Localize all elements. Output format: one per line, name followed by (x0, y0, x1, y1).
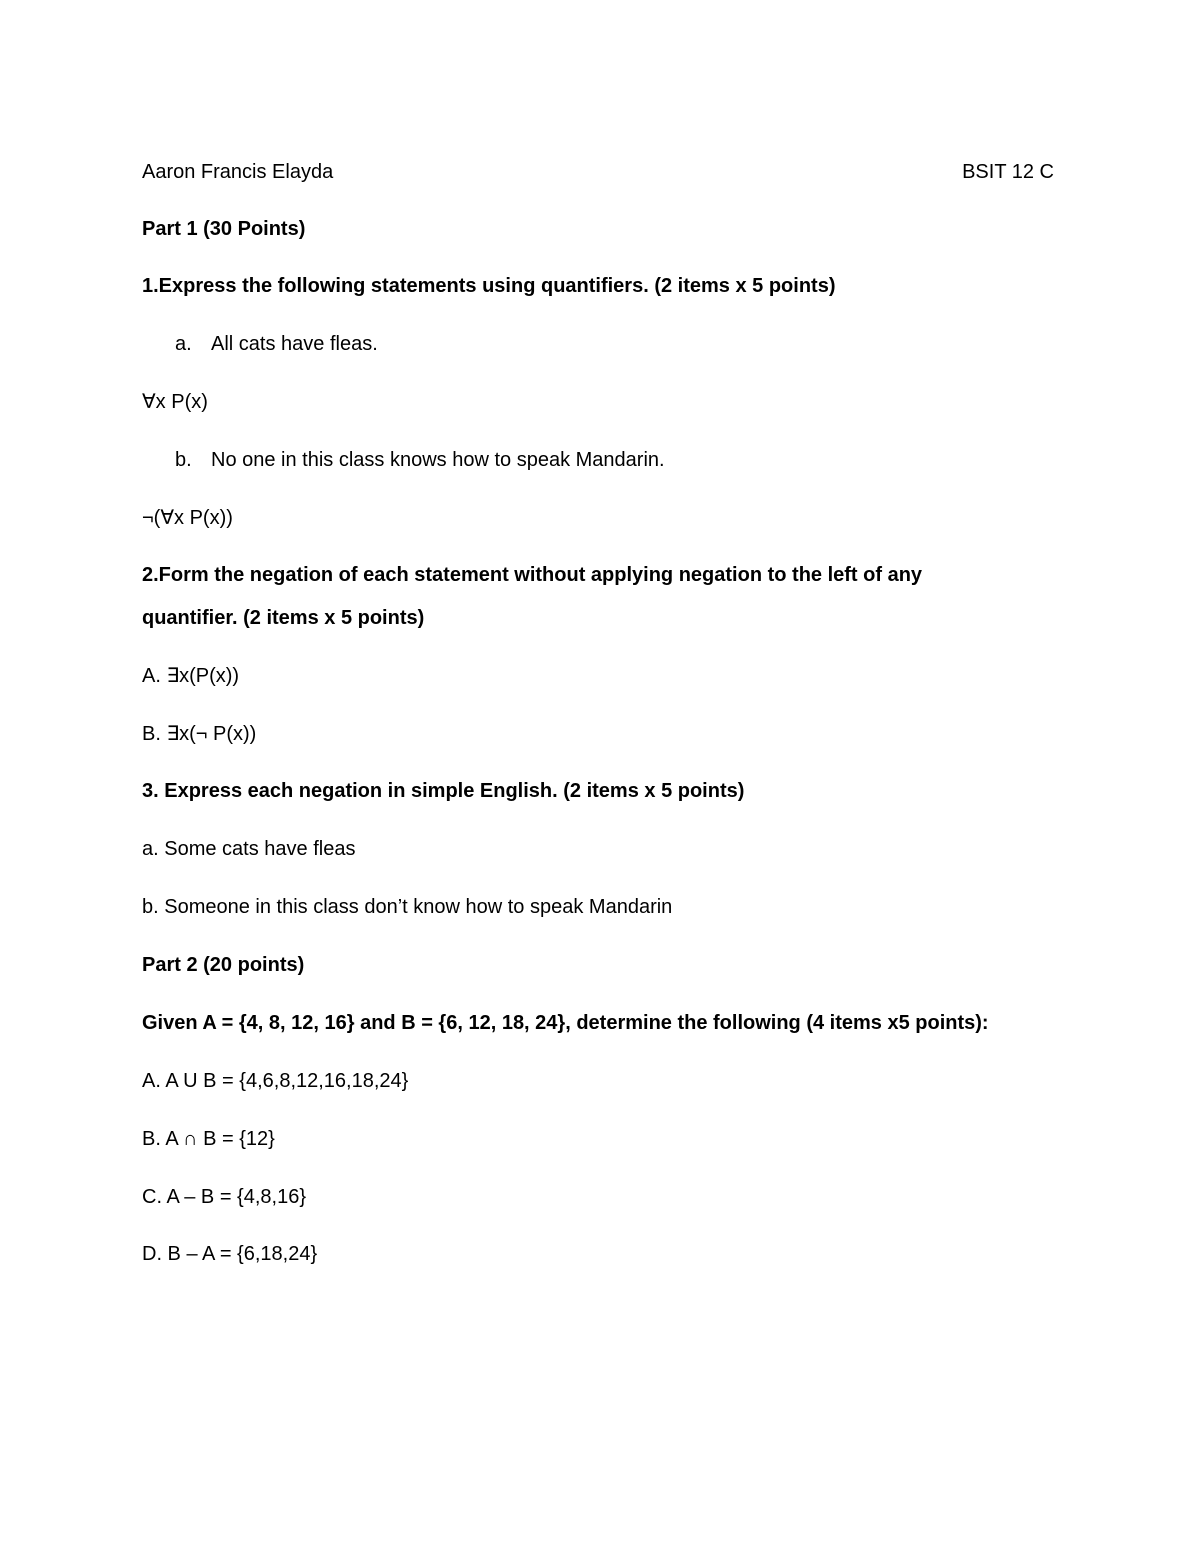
part1-title: Part 1 (30 Points) (142, 218, 306, 240)
student-name: Aaron Francis Elayda (142, 161, 334, 183)
q1-answer-a: ∀x P(x) (142, 391, 208, 413)
q2-answer-b: B. ∃x(¬ P(x)) (142, 723, 257, 745)
part2-answer-a: A. A U B = {4,6,8,12,16,18,24} (142, 1070, 409, 1092)
part2-answer-c: C. A – B = {4,8,16} (142, 1186, 307, 1208)
q1-item-a-text: All cats have fleas. (211, 333, 378, 355)
q1-item-b-marker: b. (175, 449, 192, 471)
q1-item-a-marker: a. (175, 333, 192, 355)
q3-answer-b: b. Someone in this class don’t know how to speak Mandarin (142, 896, 673, 918)
q2-prompt-line2: quantifier. (2 items x 5 points) (142, 607, 425, 629)
q2-answer-a: A. ∃x(P(x)) (142, 665, 240, 687)
q1-item-b (175, 448, 665, 472)
q1-prompt: 1.Express the following statements using quantifiers. (2 items x 5 points) (142, 275, 836, 297)
student-section: BSIT 12 C (962, 161, 1054, 183)
part2-answer-d: D. B – A = {6,18,24} (142, 1243, 318, 1265)
q2-prompt-line1: 2.Form the negation of each statement without applying negation to the left of any (142, 564, 923, 586)
q1-item-b-text: No one in this class knows how to speak Mandarin. (211, 449, 665, 471)
q1-item-a (175, 332, 378, 356)
part2-answer-b: B. A ∩ B = {12} (142, 1128, 275, 1150)
q1-answer-b: ¬(∀x P(x)) (142, 507, 233, 529)
q3-prompt: 3. Express each negation in simple English. (2 items x 5 points) (142, 780, 745, 802)
part2-title: Part 2 (20 points) (142, 954, 305, 976)
q3-answer-a: a. Some cats have fleas (142, 838, 356, 860)
part2-prompt: Given A = {4, 8, 12, 16} and B = {6, 12, 18, 24}, determine the following (4 items x5 points): (142, 1012, 989, 1034)
